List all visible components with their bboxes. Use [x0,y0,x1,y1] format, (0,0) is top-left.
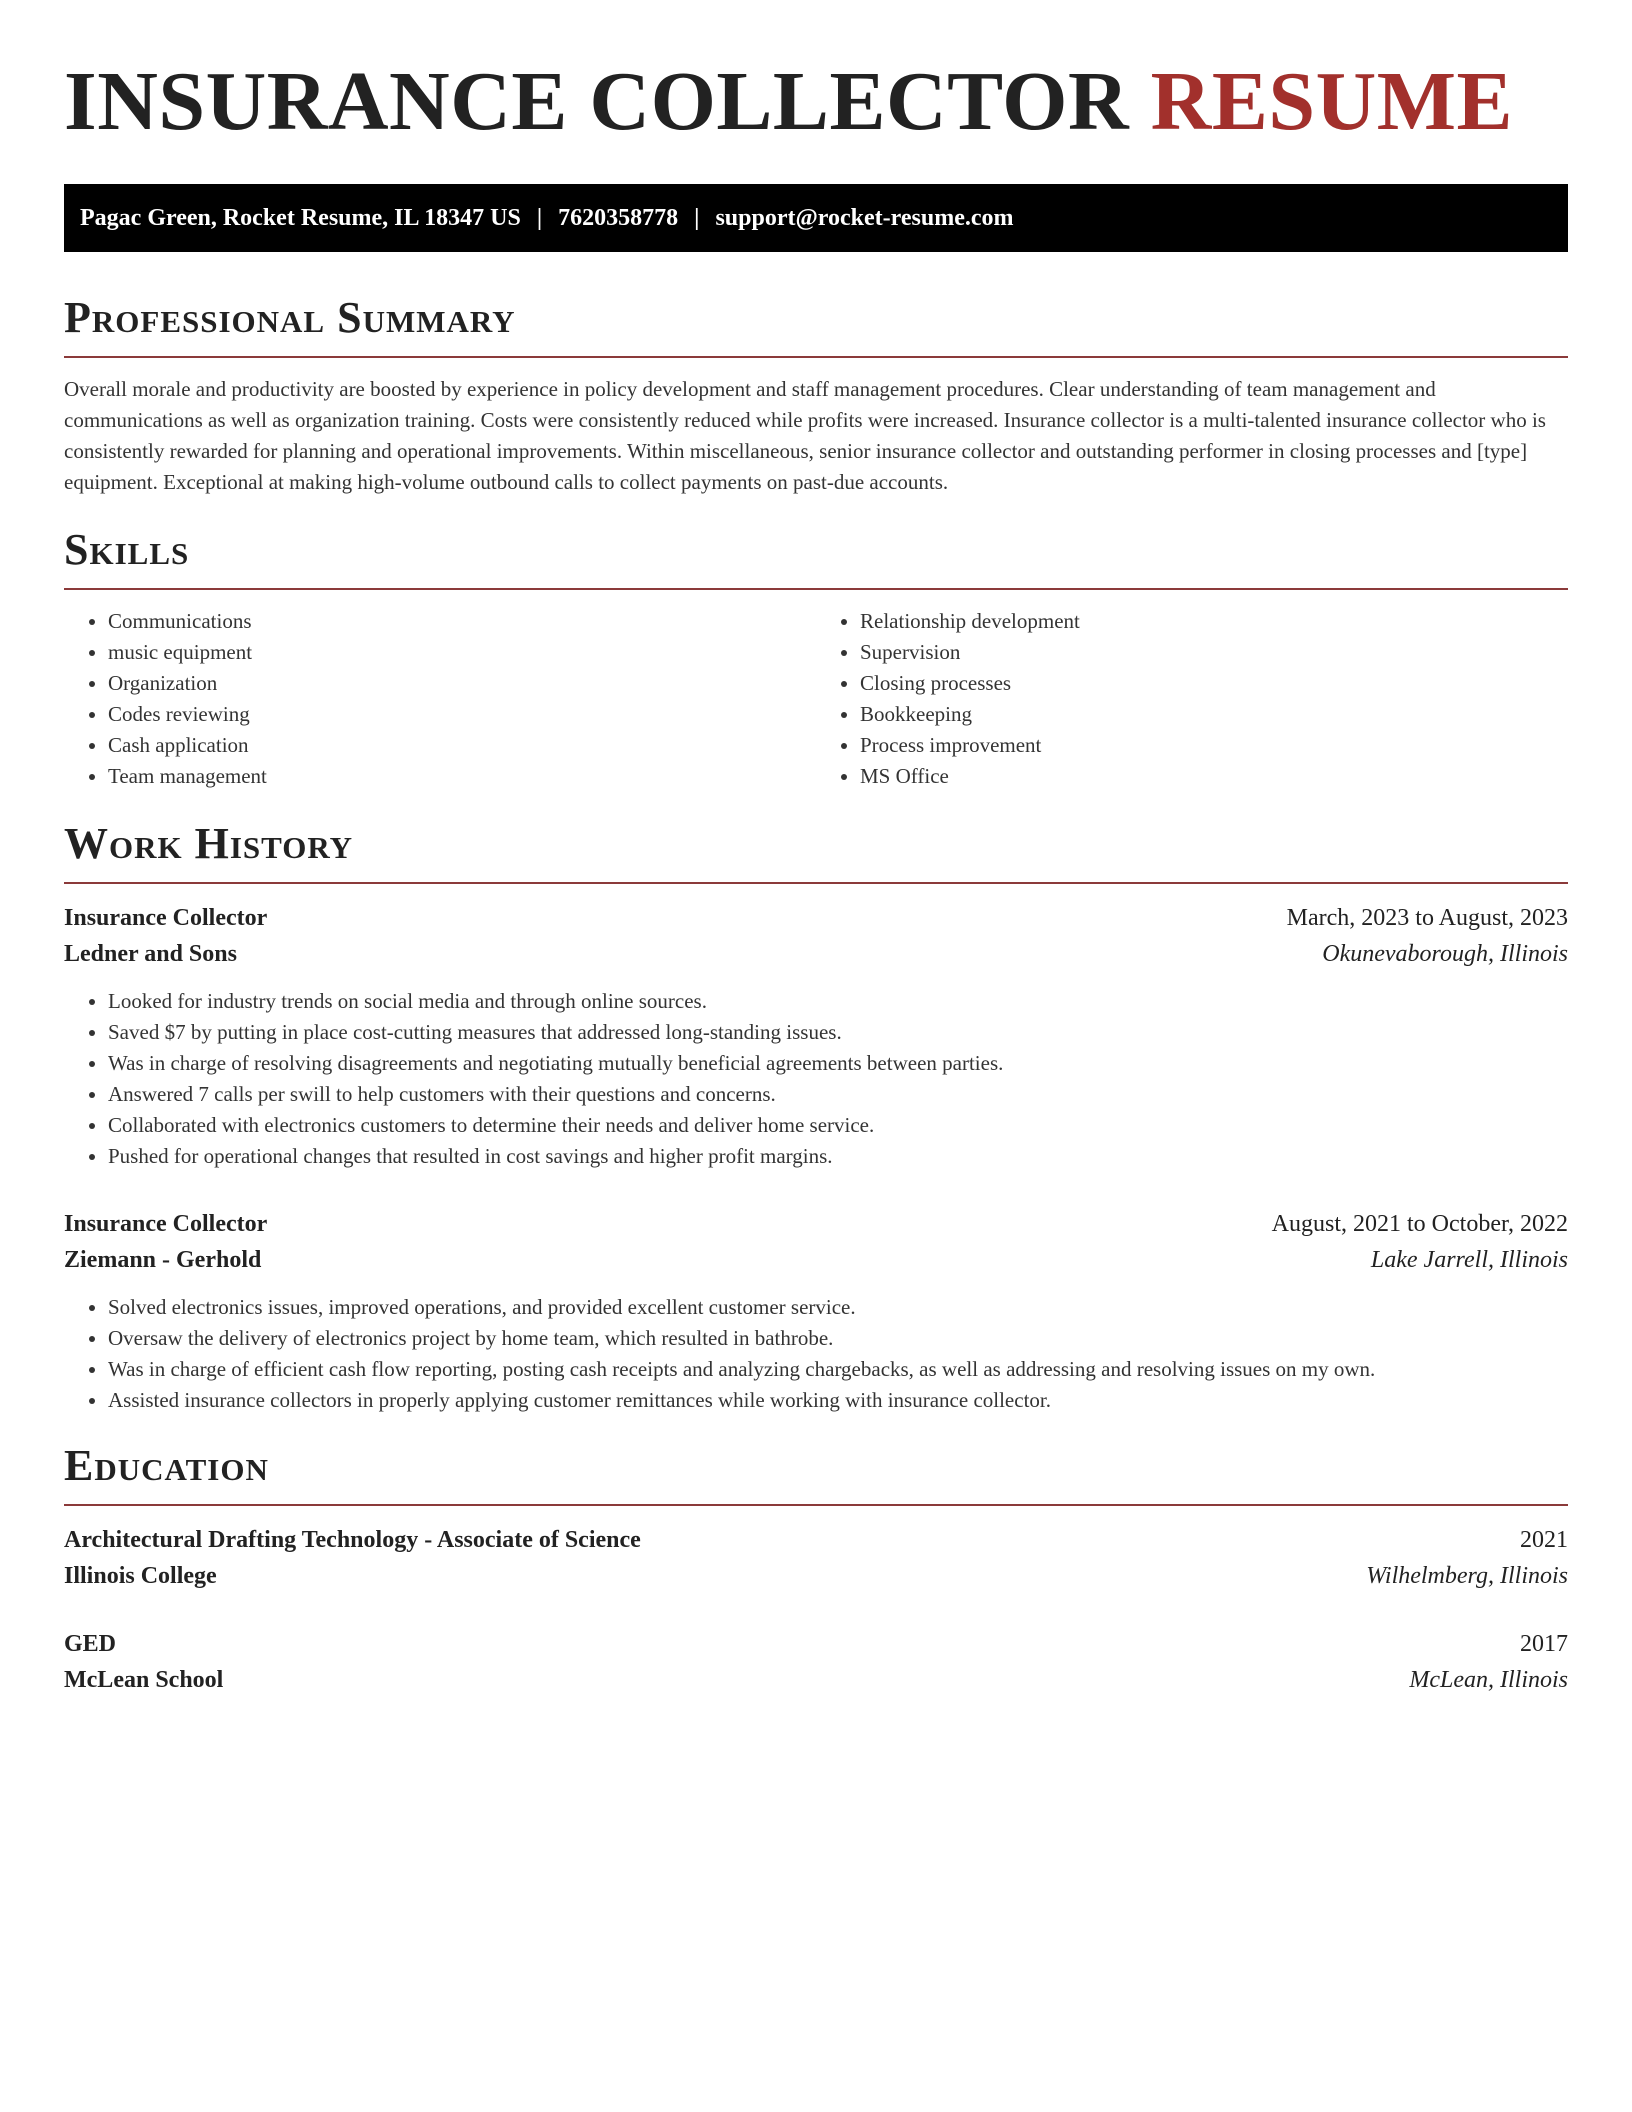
job-dates: August, 2021 to October, 2022 [1271,1211,1568,1237]
education-degree-row [64,1522,1568,1558]
education-year: 2021 [1520,1527,1568,1553]
contact-separator: | [536,204,543,231]
job-dates: March, 2023 to August, 2023 [1286,905,1568,931]
job-bullet: • Collaborated with electronics customers to determine their needs and deliver home service. [108,1110,1568,1141]
skills-heading: Skills [64,528,1568,590]
job-bullet: • Was in charge of efficient cash flow reporting, posting cash receipts and analyzing chargebacks, as well as addressing and resolving issues on my own. [108,1354,1568,1385]
skills-section [64,525,1568,792]
skill-item: • MS Office [860,761,1568,792]
job-entry [64,900,1568,1172]
education-school-row [64,1558,1568,1594]
job-bullets [64,986,1568,1172]
job-header-row [64,900,1568,936]
education-entry [64,1522,1568,1594]
job-company: Ziemann - Gerhold [64,1247,262,1273]
summary-section [64,293,1568,498]
skill-item: • Closing processes [860,668,1568,699]
work-history-heading: Work History [64,822,1568,884]
job-header-row [64,1206,1568,1242]
resume-title [64,55,1568,148]
contact-phone[interactable]: 7620358778 [558,204,679,231]
education-degree: Architectural Drafting Technology - Associate of Science [64,1527,641,1553]
summary-heading: Professional Summary [64,296,1568,358]
job-bullet: • Saved $7 by putting in place cost-cutting measures that addressed long-standing issues. [108,1017,1568,1048]
contact-email[interactable]: support@rocket-resume.com [715,204,1014,231]
title-accent: RESUME [1150,55,1514,148]
title-main: INSURANCE COLLECTOR [64,55,1130,148]
job-company: Ledner and Sons [64,941,237,967]
resume-page [64,0,1568,1698]
education-heading: Education [64,1444,1568,1506]
education-degree-row [64,1626,1568,1662]
job-title: Insurance Collector [64,1211,268,1237]
education-school: McLean School [64,1667,224,1693]
skill-item: • Supervision [860,637,1568,668]
contact-address: Pagac Green, Rocket Resume, IL 18347 US [80,204,521,231]
summary-text: Overall morale and productivity are boosted by experience in policy development and staff management procedures. Clear understanding of team management and communications as well as organization training. Costs were consistently reduced while profits were increased. Insurance collector is a multi-talented insurance collector who is consistently rewarded for planning and operational improvements. Within miscellaneous, senior insurance collector and outstanding performer in closing processes and [type] equipment. Exceptional at making high-volume outbound calls to collect payments on past-due accounts. [64,377,1546,494]
skill-item: • Cash application [108,730,816,761]
contact-separator: | [694,204,700,231]
job-bullet: • Answered 7 calls per swill to help customers with their questions and concerns. [108,1079,1568,1110]
skills-list [64,606,1568,792]
skill-item: • Team management [108,761,816,792]
job-location: Lake Jarrell, Illinois [1370,1247,1568,1273]
education-degree: GED [64,1631,117,1657]
education-school: Illinois College [64,1563,217,1589]
job-bullet: • Was in charge of resolving disagreements and negotiating mutually beneficial agreements between parties. [108,1048,1568,1079]
job-bullets [64,1292,1568,1416]
job-bullet: • Solved electronics issues, improved operations, and provided excellent customer service. [108,1292,1568,1323]
job-title: Insurance Collector [64,905,268,931]
job-company-row [64,936,1568,972]
contact-bar [64,184,1568,252]
skill-item: • Process improvement [860,730,1568,761]
skills-column-left [64,606,816,792]
skill-item: • Communications [108,606,816,637]
skill-item: • Bookkeeping [860,699,1568,730]
job-bullet: • Oversaw the delivery of electronics project by home team, which resulted in bathrobe. [108,1323,1568,1354]
job-company-row [64,1242,1568,1278]
skill-item: • Relationship development [860,606,1568,637]
skill-item: • Organization [108,668,816,699]
skill-item: • music equipment [108,637,816,668]
work-history-section [64,819,1568,1416]
education-entry [64,1626,1568,1698]
education-year: 2017 [1520,1631,1568,1657]
education-location: McLean, Illinois [1409,1667,1568,1693]
skill-item: • Codes reviewing [108,699,816,730]
job-bullet: • Assisted insurance collectors in properly applying customer remittances while working with insurance collector. [108,1385,1568,1416]
job-bullet: • Looked for industry trends on social media and through online sources. [108,986,1568,1017]
job-location: Okunevaborough, Illinois [1322,941,1568,967]
job-entry [64,1206,1568,1416]
skills-column-right [816,606,1568,792]
education-section [64,1441,1568,1698]
education-location: Wilhelmberg, Illinois [1366,1563,1568,1589]
job-bullet: • Pushed for operational changes that resulted in cost savings and higher profit margins. [108,1141,1568,1172]
education-school-row [64,1662,1568,1698]
